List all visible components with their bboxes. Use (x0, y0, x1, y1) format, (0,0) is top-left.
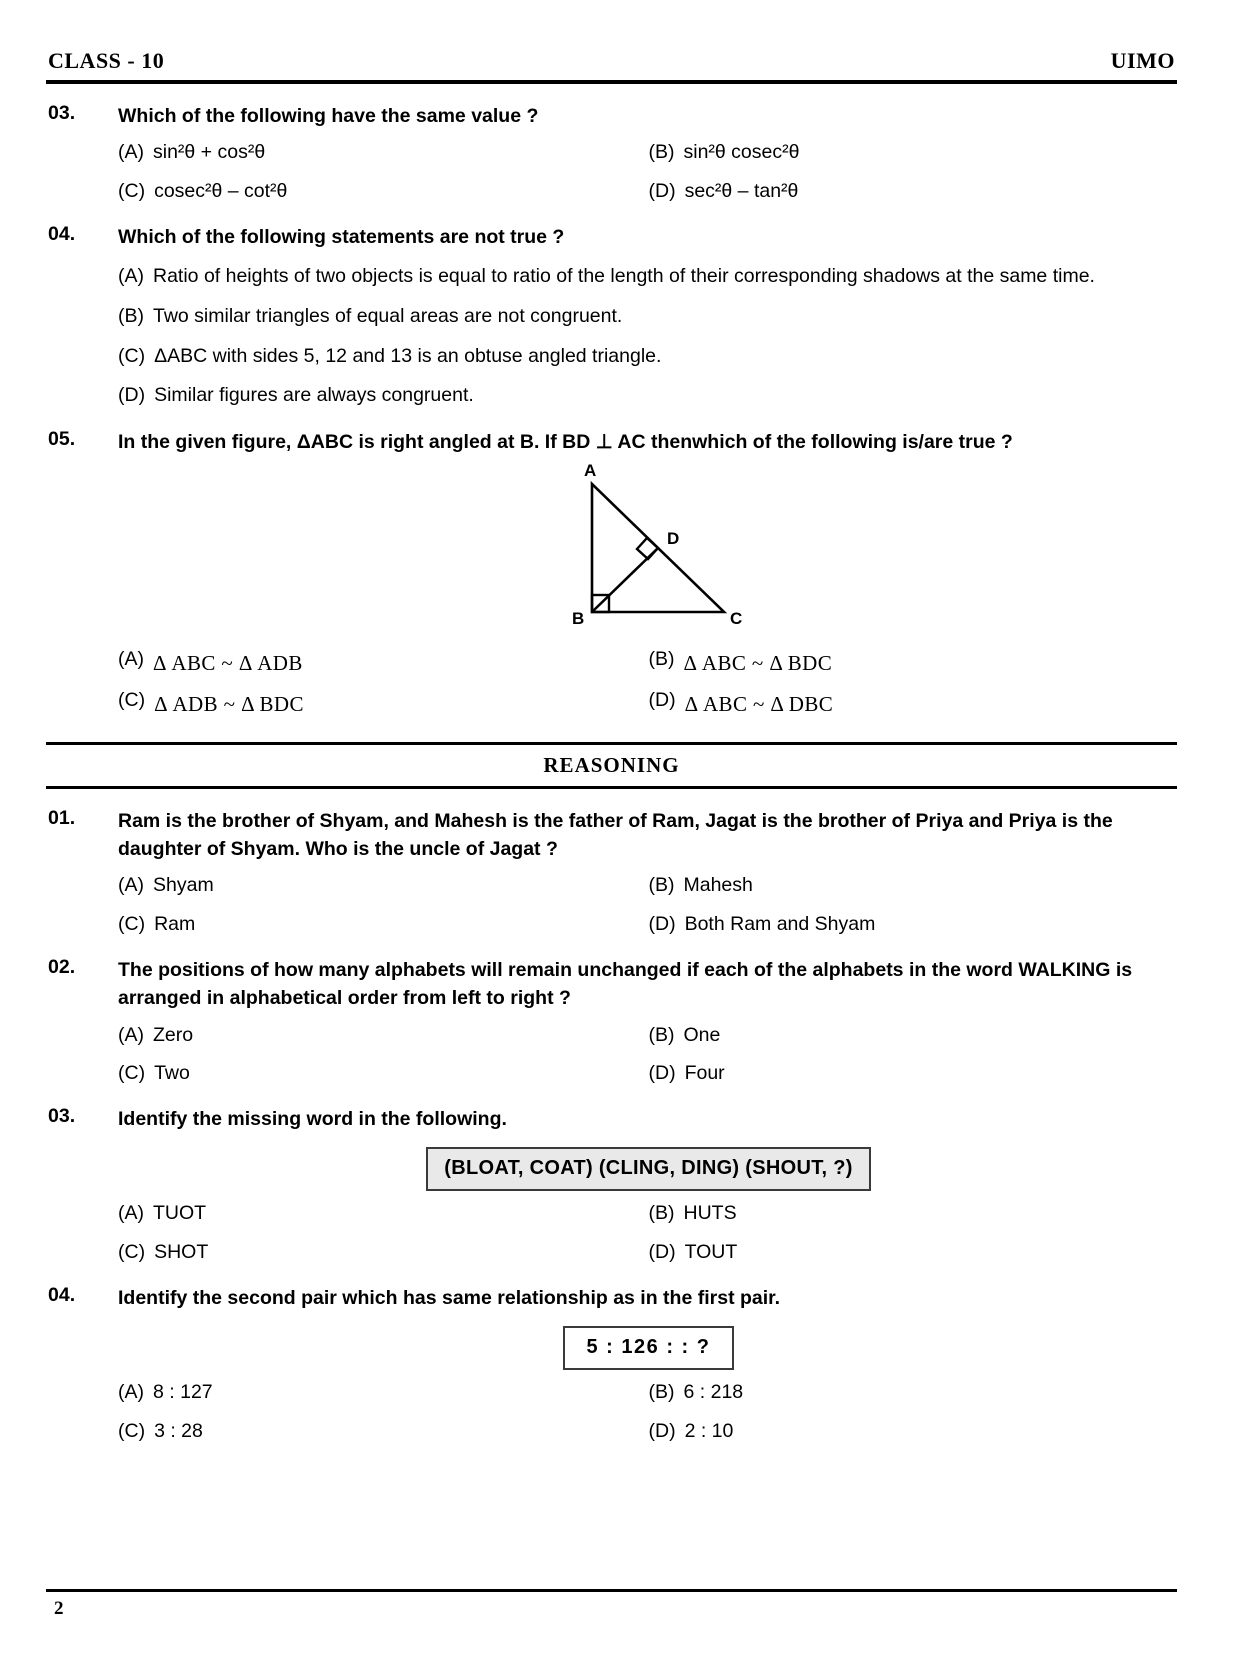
option-tag: (A) (118, 648, 144, 671)
option-label: 2 : 10 (684, 1419, 734, 1442)
option-c[interactable] (118, 911, 649, 938)
option-a[interactable] (118, 872, 649, 899)
question-text: Ram is the brother of Shyam, and Mahesh is the father of Ram, Jagat is the brother of Priya and Priya is the daughter of Shyam. Who is the uncle of Jagat ? (118, 809, 1113, 861)
option-tag: (C) (118, 912, 146, 935)
option-label: Zero (153, 1023, 194, 1046)
option-tag: (B) (648, 1023, 675, 1046)
option-label: Ratio of heights of two objects is equal to ratio of the length of their corresponding shadows at the same time. (153, 265, 1095, 288)
option-tag: (C) (118, 688, 146, 711)
question-text: Which of the following have the same value ? (118, 105, 539, 127)
option-label: Similar figures are always congruent. (154, 384, 474, 407)
option-label: Both Ram and Shyam (684, 912, 876, 935)
option-tag: (D) (648, 179, 676, 202)
option-label: 6 : 218 (683, 1381, 744, 1404)
option-label: HUTS (683, 1202, 737, 1225)
question-number: 03. (48, 1105, 76, 1128)
option-tag: (C) (118, 1061, 146, 1084)
analogy-callout-wrap (118, 1147, 1179, 1191)
option-tag: (D) (648, 1240, 676, 1263)
option-label: One (683, 1023, 721, 1046)
options-group (118, 139, 1179, 205)
question-reasoning-02 (44, 956, 1179, 1087)
number-analogy-callout: 5 : 126 : : ? (563, 1326, 735, 1370)
option-c[interactable] (118, 1239, 649, 1266)
question-text: In the given figure, ΔABC is right angled at B. If BD ⊥ AC thenwhich of the following is/are true ? (118, 430, 1013, 453)
vertex-label-d: D (666, 529, 679, 549)
question-text: Which of the following statements are not true ? (118, 225, 565, 248)
question-text: Identify the second pair which has same relationship as in the first pair. (118, 1287, 781, 1310)
word-analogy-callout: (BLOAT, COAT) (CLING, DING) (SHOUT, ?) (426, 1147, 870, 1191)
option-a[interactable] (118, 1022, 649, 1049)
page-number: 2 (54, 1598, 64, 1619)
vertex-label-a: A (583, 462, 596, 481)
option-a[interactable] (118, 1200, 649, 1227)
option-tag: (C) (118, 344, 146, 367)
option-label: SHOT (154, 1240, 209, 1263)
option-tag: (A) (118, 1023, 144, 1046)
question-reasoning-03 (44, 1105, 1179, 1266)
option-label: Δ ABC ~ Δ DBC (684, 691, 834, 716)
question-math-04 (44, 223, 1179, 410)
page-header (44, 48, 1179, 80)
option-d[interactable] (649, 178, 1180, 205)
question-number: 04. (48, 1284, 76, 1307)
header-rule (46, 80, 1177, 84)
options-group (118, 872, 1179, 938)
option-a[interactable] (118, 1379, 649, 1406)
option-label: sin²θ + cos²θ (153, 141, 266, 164)
option-label: ΔABC with sides 5, 12 and 13 is an obtuse angled triangle. (154, 344, 662, 367)
option-tag: (C) (118, 179, 146, 202)
triangle-figure (118, 462, 1179, 637)
question-reasoning-04 (44, 1284, 1179, 1445)
question-number: 01. (48, 806, 76, 829)
option-label: TOUT (684, 1240, 738, 1263)
page-footer (44, 1589, 1179, 1620)
option-a[interactable] (118, 139, 649, 166)
exam-label: UIMO (1110, 48, 1175, 73)
option-label: Four (684, 1061, 725, 1084)
option-label: Ram (154, 912, 196, 935)
option-tag: (D) (648, 1419, 676, 1442)
option-d[interactable] (649, 1060, 1180, 1087)
option-tag: (D) (648, 688, 676, 711)
option-tag: (A) (118, 1202, 144, 1225)
vertex-label-b: B (571, 609, 584, 629)
option-d[interactable] (649, 911, 1180, 938)
option-label: Δ ABC ~ Δ ADB (153, 651, 303, 676)
section-title: REASONING (543, 752, 680, 777)
option-tag: (C) (118, 1240, 146, 1263)
option-a[interactable] (118, 263, 1179, 291)
option-label: Two similar triangles of equal areas are not congruent. (153, 304, 623, 327)
section-rule-bottom (46, 786, 1177, 789)
option-tag: (D) (648, 912, 676, 935)
options-group (118, 263, 1179, 410)
option-tag: (B) (648, 1202, 675, 1225)
option-tag: (C) (118, 1419, 146, 1442)
question-math-05 (44, 428, 1179, 716)
question-number: 02. (48, 956, 76, 979)
options-group (118, 1022, 1179, 1088)
question-text: The positions of how many alphabets will remain unchanged if each of the alphabets in the word WALKING is arranged in alphabetical order from left to right ? (118, 959, 1133, 1010)
reasoning-section-header (44, 742, 1179, 789)
option-tag: (A) (118, 1381, 144, 1404)
question-reasoning-01 (44, 807, 1179, 938)
option-d[interactable] (118, 382, 1179, 410)
options-group (118, 646, 1179, 716)
option-c[interactable] (118, 687, 649, 716)
number-analogy-callout-wrap (118, 1326, 1179, 1370)
vertex-label-c: C (729, 609, 742, 629)
option-label: Shyam (153, 874, 214, 897)
option-d[interactable] (649, 687, 1180, 716)
option-label: 8 : 127 (153, 1381, 213, 1404)
question-number: 03. (48, 102, 76, 124)
option-b[interactable] (649, 872, 1180, 899)
option-tag: (B) (648, 648, 675, 671)
option-d[interactable] (649, 1239, 1180, 1266)
option-b[interactable] (649, 1022, 1180, 1049)
options-group (118, 1379, 1179, 1445)
question-number: 04. (48, 222, 76, 245)
option-label: 3 : 28 (154, 1419, 203, 1442)
question-number: 05. (48, 427, 76, 450)
option-a[interactable] (118, 646, 649, 675)
option-tag: (D) (118, 384, 146, 407)
option-tag: (A) (118, 874, 144, 897)
option-c[interactable] (118, 178, 649, 205)
class-label: CLASS - 10 (48, 48, 165, 73)
option-b[interactable] (649, 1379, 1180, 1406)
option-c[interactable] (118, 1060, 649, 1087)
option-tag: (A) (118, 141, 144, 164)
option-b[interactable] (649, 646, 1180, 675)
option-label: TUOT (153, 1202, 207, 1225)
option-b[interactable] (649, 1200, 1180, 1227)
option-d[interactable] (649, 1418, 1180, 1445)
option-tag: (A) (118, 265, 144, 288)
option-label: sec²θ – tan²θ (684, 179, 799, 202)
option-tag: (D) (648, 1061, 676, 1084)
option-c[interactable] (118, 1418, 649, 1445)
option-c[interactable] (118, 343, 1179, 371)
option-tag: (B) (648, 1381, 675, 1404)
question-text: Identify the missing word in the following. (118, 1108, 507, 1131)
question-math-03 (44, 102, 1179, 205)
option-tag: (B) (648, 874, 675, 897)
option-label: Δ ABC ~ Δ BDC (683, 651, 833, 676)
option-tag: (B) (648, 141, 675, 164)
option-label: Δ ADB ~ Δ BDC (154, 691, 304, 716)
option-b[interactable] (118, 303, 1179, 331)
option-label: Two (154, 1061, 190, 1084)
right-triangle-diagram (534, 462, 764, 637)
options-group (118, 1200, 1179, 1266)
option-tag: (B) (118, 304, 144, 327)
option-b[interactable] (649, 139, 1180, 166)
option-label: sin²θ cosec²θ (683, 141, 800, 164)
option-label: cosec²θ – cot²θ (154, 179, 288, 202)
option-label: Mahesh (683, 874, 753, 897)
